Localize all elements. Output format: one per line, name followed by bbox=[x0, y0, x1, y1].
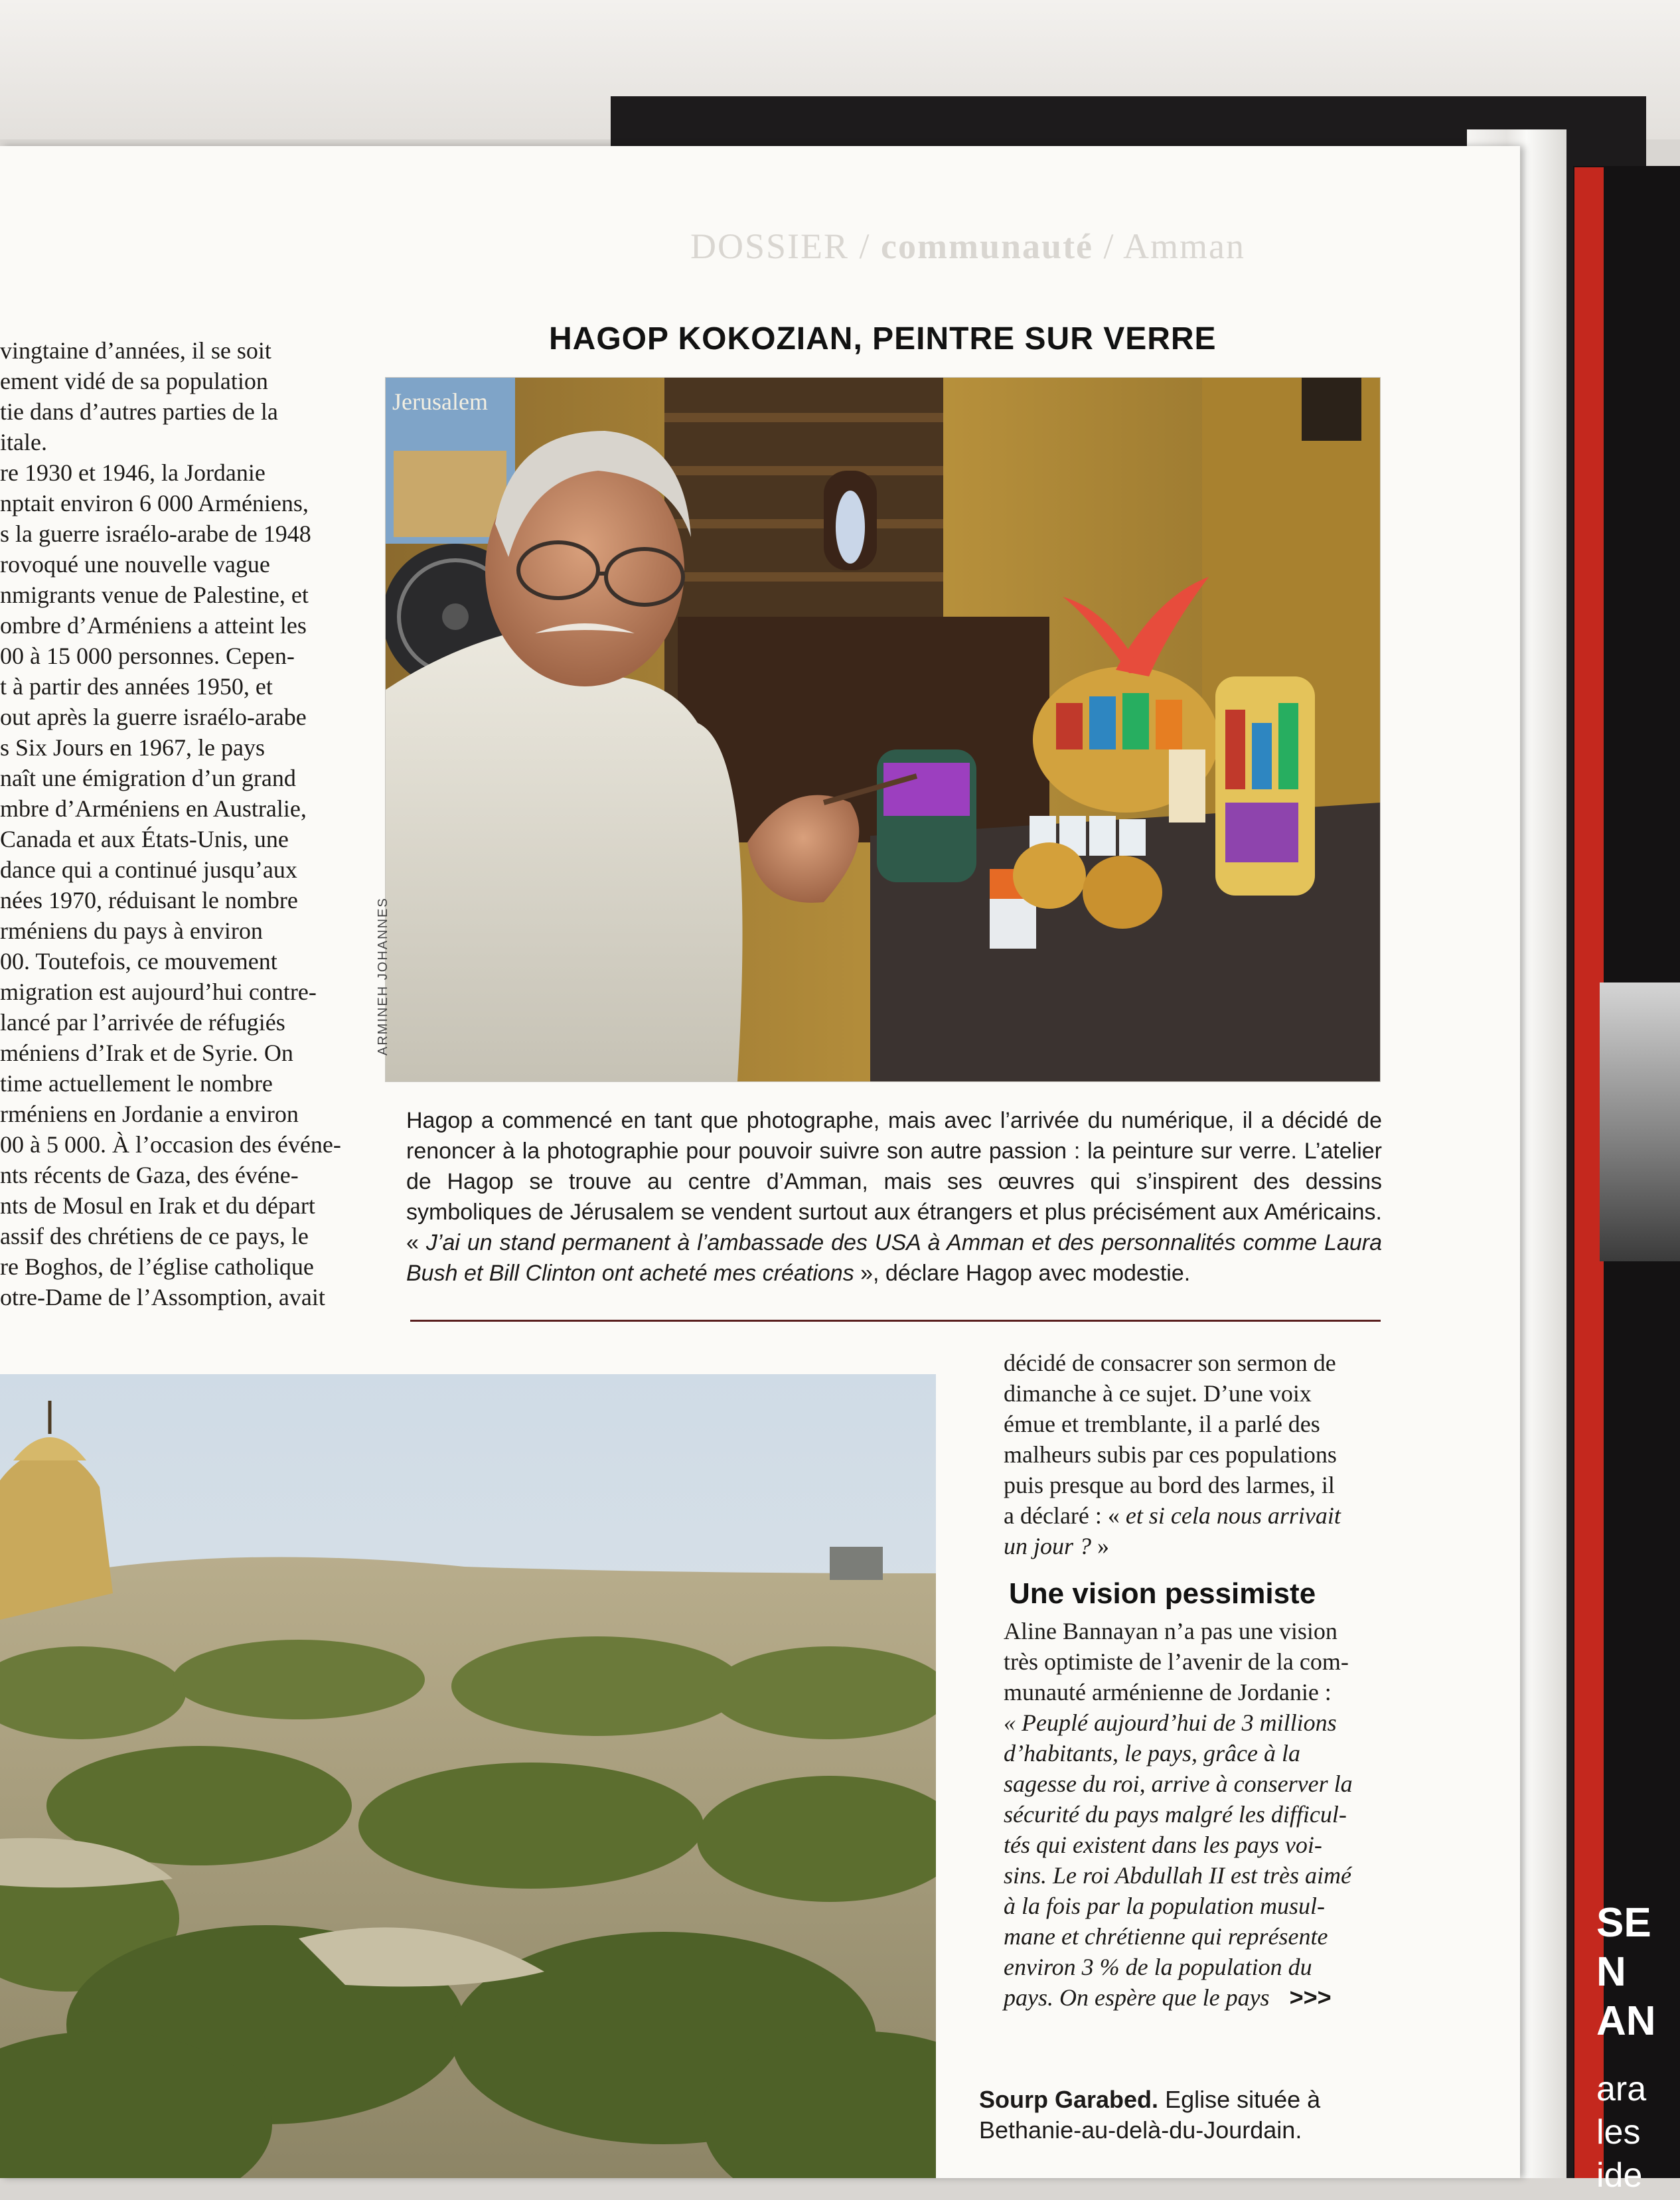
text-line: émue et tremblante, il a parlé des bbox=[1004, 1411, 1320, 1437]
right-column-text bbox=[1004, 1348, 1395, 2013]
text-line: re Boghos, de l’église catholique bbox=[0, 1253, 314, 1280]
quote-line: sins. Le roi Abdullah II est très aimé bbox=[1004, 1862, 1351, 1889]
edge-text-3: AN bbox=[1596, 1998, 1656, 2044]
text-line: dimanche à ce sujet. D’une voix bbox=[1004, 1380, 1312, 1407]
continued-arrows: >>> bbox=[1289, 1984, 1332, 2011]
adjacent-page-photo bbox=[1600, 982, 1680, 1261]
edge-text-2: N bbox=[1596, 1949, 1626, 1995]
landscape-photo bbox=[0, 1374, 936, 2178]
text-line: migration est aujourd’hui contre- bbox=[0, 979, 317, 1005]
text-line: ombre d’Arméniens a atteint les bbox=[0, 612, 307, 639]
text-line: rméniens du pays à environ bbox=[0, 917, 263, 944]
edge-text-1: SE bbox=[1596, 1900, 1651, 1946]
text-line: out après la guerre israélo-arabe bbox=[0, 704, 307, 730]
quote-line: sécurité du pays malgré les difficul- bbox=[1004, 1801, 1347, 1828]
text-line: décidé de consacrer son sermon de bbox=[1004, 1350, 1336, 1376]
text-line: Canada et aux États-Unis, une bbox=[0, 826, 289, 852]
text-line: itale. bbox=[0, 429, 47, 455]
text-line: très optimiste de l’avenir de la com- bbox=[1004, 1648, 1349, 1675]
quote-line: « Peuplé aujourd’hui de 3 millions bbox=[1004, 1709, 1337, 1736]
text-line: 00. Toutefois, ce mouvement bbox=[0, 948, 277, 975]
left-column-text bbox=[0, 335, 345, 1318]
box-divider-rule bbox=[410, 1320, 1381, 1322]
jerusalem-sign-text: Jerusalem bbox=[392, 388, 488, 415]
quote-line: à la fois par la population musul- bbox=[1004, 1893, 1326, 1919]
text-line: munauté arménienne de Jordanie : bbox=[1004, 1679, 1332, 1705]
text-line: tie dans d’autres parties de la bbox=[0, 398, 278, 425]
text-line: puis presque au bord des larmes, il bbox=[1004, 1472, 1335, 1498]
text-line: un jour ? » bbox=[1004, 1533, 1110, 1559]
edge-text-6: ide bbox=[1596, 2156, 1643, 2195]
text-line: s Six Jours en 1967, le pays bbox=[0, 734, 265, 761]
text-line: Aline Bannayan n’a pas une vision bbox=[1004, 1618, 1337, 1644]
text-line: time actuellement le nombre bbox=[0, 1070, 273, 1097]
text-line: dance qui a continué jusqu’aux bbox=[0, 856, 297, 883]
section-heading: Une vision pessimiste bbox=[1009, 1577, 1316, 1610]
text-line: otre-Dame de l’Assomption, avait bbox=[0, 1284, 325, 1310]
box-title: HAGOP KOKOZIAN, PEINTRE SUR VERRE bbox=[549, 321, 1217, 356]
landscape-photo-caption: Sourp Garabed. Eglise située à Bethanie-au-delà-du-Jourdain. bbox=[979, 2086, 1321, 2144]
text-line: ement vidé de sa population bbox=[0, 368, 268, 394]
quote-line: sagesse du roi, arrive à conserver la bbox=[1004, 1770, 1353, 1797]
text-line: 00 à 15 000 personnes. Cepen- bbox=[0, 643, 295, 669]
text-line: s la guerre israélo-arabe de 1948 bbox=[0, 520, 311, 547]
text-line: t à partir des années 1950, et bbox=[0, 673, 273, 700]
text-line: rméniens en Jordanie a environ bbox=[0, 1101, 299, 1127]
edge-text-4: ara bbox=[1596, 2070, 1647, 2108]
text-line: malheurs subis par ces populations bbox=[1004, 1441, 1337, 1468]
quote-line: d’habitants, le pays, grâce à la bbox=[1004, 1740, 1300, 1767]
show-through-header: DOSSIER / communauté / Amman bbox=[690, 226, 1246, 266]
text-line: nptait environ 6 000 Arméniens, bbox=[0, 490, 309, 516]
text-line: 00 à 5 000. À l’occasion des événe- bbox=[0, 1131, 341, 1158]
text-line: méniens d’Irak et de Syrie. On bbox=[0, 1040, 293, 1066]
quote-line: mane et chrétienne qui représente bbox=[1004, 1923, 1328, 1950]
text-line: mbre d’Arméniens en Australie, bbox=[0, 795, 307, 822]
text-line: assif des chrétiens de ce pays, le bbox=[0, 1223, 309, 1249]
text-line: lancé par l’arrivée de réfugiés bbox=[0, 1009, 285, 1036]
text-line: nmigrants venue de Palestine, et bbox=[0, 582, 309, 608]
text-line: a déclaré : « et si cela nous arrivait bbox=[1004, 1502, 1341, 1529]
photo-credit: ARMINEH JOHANNES bbox=[376, 897, 390, 1056]
text-line: nées 1970, réduisant le nombre bbox=[0, 887, 298, 913]
quote-line: tés qui existent dans les pays voi- bbox=[1004, 1832, 1322, 1858]
edge-text-5: les bbox=[1596, 2113, 1641, 2152]
text-line: nts récents de Gaza, des événe- bbox=[0, 1162, 299, 1188]
text-line: naît une émigration d’un grand bbox=[0, 765, 296, 791]
text-line: vingtaine d’années, il se soit bbox=[0, 337, 271, 364]
photo-box-caption: Hagop a commencé en tant que photographe, mais avec l’arrivée du numérique, il a décidé de renoncer à la photographie pour pouvoir suivre son autre passion : la peinture sur verre. L’atelier de Hagop se trouve au centre d’Amman, mais ses œuvres qui s’inspirent des dessins symboliques de Jérusalem se vendent surtout aux étrangers et plus précisément aux Américains. « J’ai un stand permanent à l’ambassade des USA à Amman et des personnalités comme Laura Bush et Bill Clinton ont acheté mes créations », déclare Hagop avec modestie. bbox=[406, 1108, 1383, 1286]
text-line: pays. On espère que le pays >>> bbox=[1004, 1984, 1332, 2011]
text-line: nts de Mosul en Irak et du départ bbox=[0, 1192, 315, 1219]
text-line: re 1930 et 1946, la Jordanie bbox=[0, 459, 266, 486]
quote-line: environ 3 % de la population du bbox=[1004, 1954, 1312, 1980]
painter-photo bbox=[385, 377, 1381, 1082]
text-line: rovoqué une nouvelle vague bbox=[0, 551, 270, 578]
